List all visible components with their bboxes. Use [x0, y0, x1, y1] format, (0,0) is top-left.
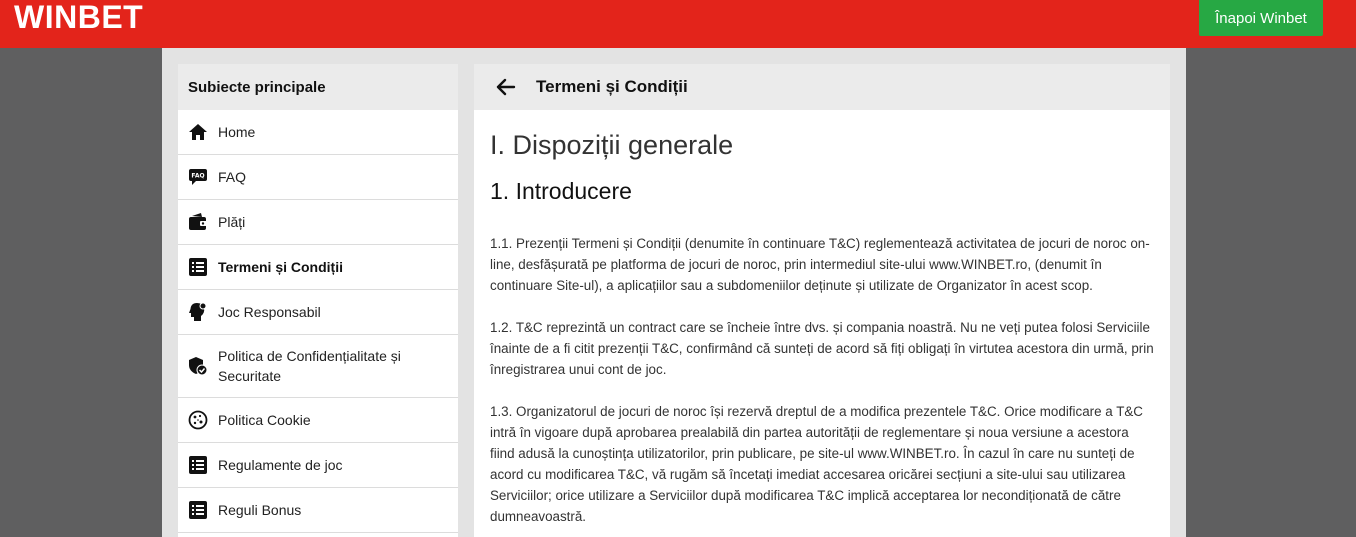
wallet-icon — [188, 212, 208, 232]
winbet-logo[interactable]: WINBET — [14, 0, 144, 35]
sidebar — [178, 64, 458, 537]
shield-check-icon — [188, 356, 208, 376]
sidebar-title: Subiecte principale — [178, 64, 458, 110]
sidebar-item-label: Regulamente de joc — [218, 457, 343, 473]
sidebar-item-label: Joc Responsabil — [218, 304, 321, 320]
head-icon — [188, 302, 208, 322]
svg-text:FAQ: FAQ — [191, 172, 205, 180]
home-icon — [188, 122, 208, 142]
sidebar-item-label: Termeni și Condiții — [218, 259, 343, 275]
list-icon — [188, 455, 208, 475]
sidebar-item-responsible-gaming[interactable] — [178, 290, 458, 335]
sidebar-item-label: Reguli Bonus — [218, 502, 302, 518]
sidebar-item-privacy[interactable] — [178, 335, 458, 398]
sidebar-item-label: Plăți — [218, 214, 246, 230]
back-arrow-icon[interactable] — [494, 76, 516, 98]
sidebar-item-bonus-rules[interactable] — [178, 488, 458, 533]
paragraph: 1.1. Prezenții Termeni și Condiții (denumite în continuare T&C) reglementează activitatea de jocuri de noroc on-line, desfășurată pe platforma de jocuri de noroc, prin intermediul site-ului www.WINBET.ro, (denumit în continuare Site-ul), a aplicațiilor sau a subdomeniilor deținute și utilizate de Organizator în acest scop. — [490, 236, 1150, 293]
back-to-winbet-button[interactable]: Înapoi Winbet — [1199, 0, 1323, 36]
sidebar-item-label: FAQ — [218, 169, 247, 185]
sidebar-item-label: Politica de Confidențialitate și Securitate — [218, 348, 401, 384]
main-header — [474, 64, 1170, 110]
article-content — [474, 128, 1170, 527]
sidebar-item-home[interactable] — [178, 110, 458, 155]
section-heading: I. Dispoziții generale — [490, 130, 734, 160]
sidebar-item-faq[interactable] — [178, 155, 458, 200]
help-center-container — [162, 48, 1186, 537]
faq-icon — [188, 167, 208, 187]
sidebar-item-label: Politica Cookie — [218, 412, 311, 428]
paragraph: 1.2. T&C reprezintă un contract care se încheie între dvs. și compania noastră. Nu ne veți putea folosi Serviciile înainte de a fi citit prezenții T&C, confirmând că sunteți de acord să fiți obligați în virtutea acestora din urmă, prin înregistrarea unui cont de joc. — [490, 320, 1154, 377]
sidebar-item-game-rules[interactable] — [178, 443, 458, 488]
list-icon — [188, 500, 208, 520]
sidebar-item-label: Home — [218, 124, 256, 140]
top-bar — [0, 0, 1356, 48]
sidebar-item-cookie[interactable] — [178, 398, 458, 443]
cookie-icon — [188, 410, 208, 430]
main-panel — [474, 64, 1170, 537]
sidebar-item-payments[interactable] — [178, 200, 458, 245]
page-title: Termeni și Condiții — [536, 77, 688, 96]
sidebar-item-terms[interactable] — [178, 245, 458, 290]
subsection-heading: 1. Introducere — [490, 178, 632, 204]
list-icon — [188, 257, 208, 277]
paragraph: 1.3. Organizatorul de jocuri de noroc își rezervă dreptul de a modifica prezentele T&C. Orice modificare a T&C intră în vigoare după aprobarea prealabilă din partea autorității de reglementare și noua versiune a acestora fiind adusă la cunoștința utilizatorilor, prin publicare, pe site-ul www.WINBET.ro. În cazul în care nu sunteți de acord cu modificarea T&C, vă rugăm să încetați imediat accesarea oricărei secțiuni a site-ului sau utilizarea Serviciilor; orice utilizare a Serviciilor după modificarea T&C implică acceptarea lor necondiționată de către dumneavoastră. — [490, 404, 1143, 524]
